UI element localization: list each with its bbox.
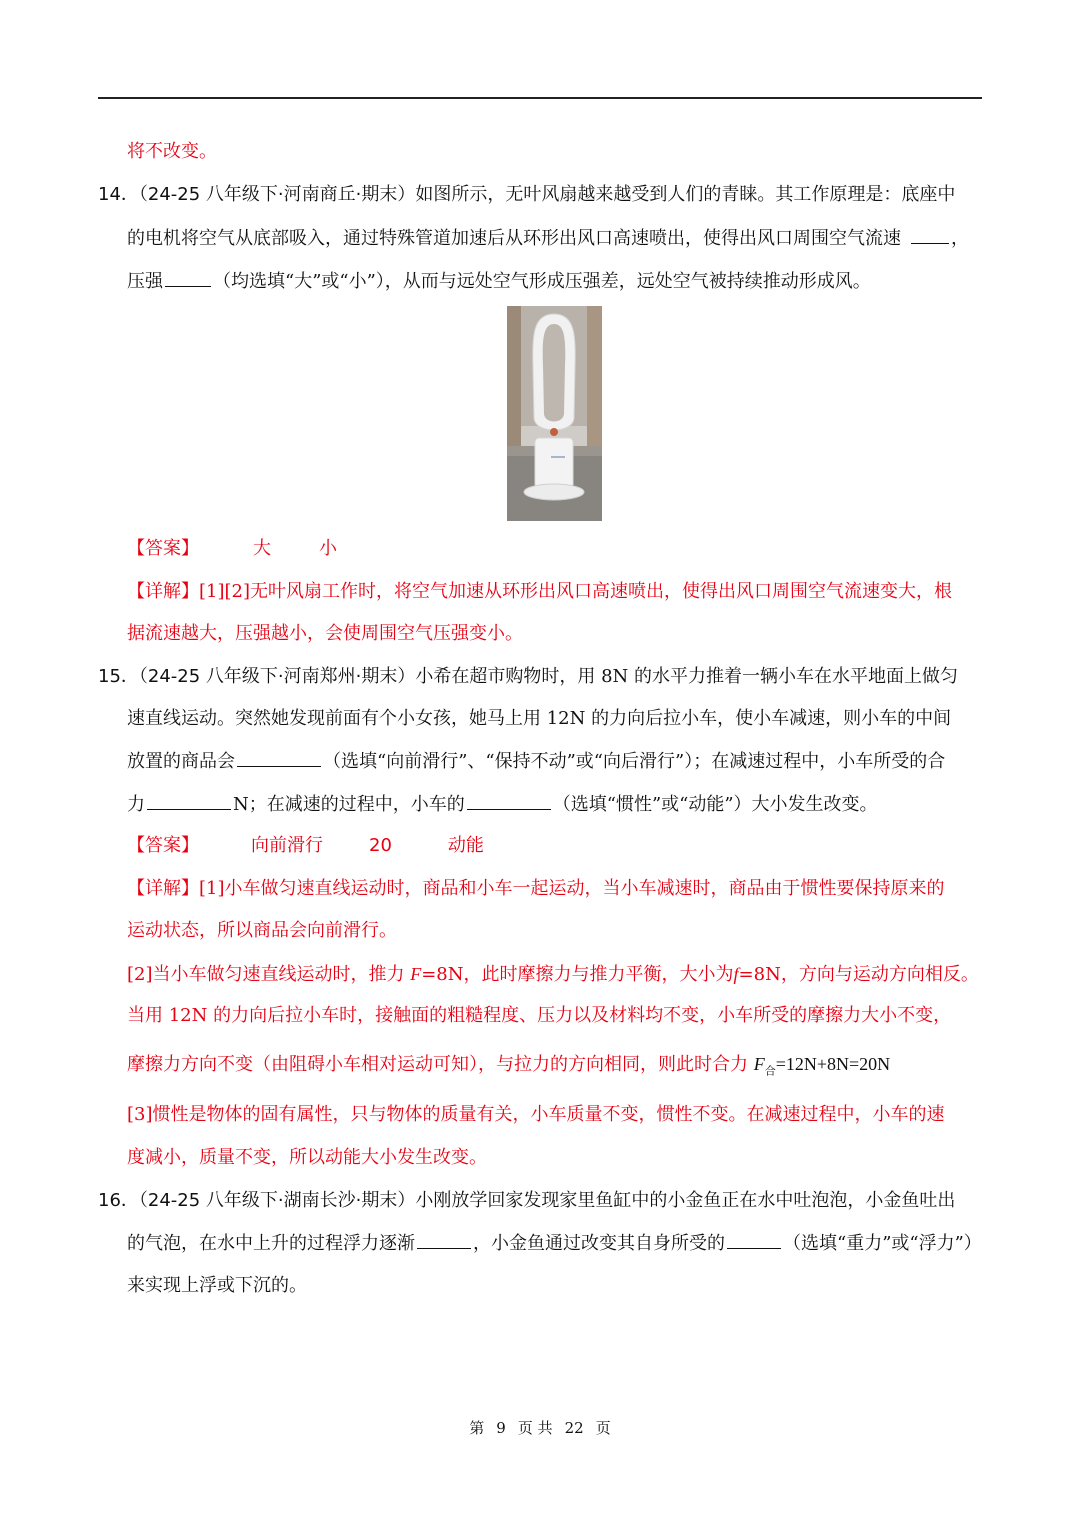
symbol-F: F [753, 1054, 765, 1074]
question-text: ， [951, 228, 969, 249]
detail-14-line-1 [127, 579, 952, 605]
question-text: ，小金鱼通过改变其自身所受的 [473, 1233, 725, 1254]
answer-blank[interactable] [147, 791, 231, 810]
detail-15-line-5 [127, 1051, 890, 1085]
question-14-line-2 [127, 225, 969, 252]
answer-value: 大 [253, 538, 271, 559]
detail-text: [2]当小车做匀速直线运动时，推力 [127, 964, 411, 985]
detail-15-line-4: 当用 12N 的力向后拉小车时，接触面的粗糙程度、压力以及材料均不变，小车所受的摩擦力大小不变， [127, 1005, 952, 1026]
detail-text: 摩擦力方向不变（由阻碍小车相对运动可知），与拉力的方向相同，则此时合力 [127, 1054, 754, 1075]
detail-15-line-2: 运动状态，所以商品会向前滑行。 [127, 920, 397, 941]
detail-15-line-3 [127, 961, 979, 988]
bladeless-fan-image [507, 306, 602, 521]
footer-text: 页 [595, 1419, 611, 1437]
question-text: 的电机将空气从底部吸入，通过特殊管道加速后从环形出风口高速喷出，使得出风口周围空气流速 [127, 228, 901, 249]
answer-blank[interactable] [727, 1230, 781, 1249]
question-14-line-3 [127, 268, 871, 295]
symbol-F: F [410, 964, 422, 984]
question-text: （选填“向前滑行”、“保持不动”或“向后滑行”）；在减速过程中，小车所受的合 [323, 751, 946, 772]
detail-label: 【详解】 [127, 581, 199, 602]
answer-row-15 [127, 833, 484, 859]
answer-label: 【答案】 [127, 538, 199, 559]
question-text: 小希在超市购物时，用 8N 的水平力推着一辆小车在水平地面上做匀 [415, 666, 959, 687]
subscript: 合 [764, 1064, 776, 1078]
answer-label: 【答案】 [127, 835, 199, 856]
question-15-line-1 [98, 664, 958, 690]
detail-text: =8N，方向与运动方向相反。 [738, 964, 979, 985]
detail-label: 【详解】 [127, 878, 199, 899]
question-text: 如图所示，无叶风扇越来越受到人们的青睐。其工作原理是：底座中 [415, 184, 956, 205]
answer-blank[interactable] [911, 225, 949, 244]
question-text: 压强 [127, 271, 163, 292]
question-text: （选填“惯性”或“动能”）大小发生改变。 [552, 794, 878, 815]
footer-text: 第 [469, 1419, 485, 1437]
question-number: 15． [98, 666, 139, 687]
question-16-line-1 [98, 1188, 955, 1214]
detail-14-line-2: 据流速越大，压强越小，会使周围空气压强变小。 [127, 623, 523, 644]
prev-answer-tail: 将不改变。 [127, 141, 217, 162]
detail-text: [1][2]无叶风扇工作时，将空气加速从环形出风口高速喷出，使得出风口周围空气流速变大，根 [199, 581, 952, 602]
question-15-line-3 [127, 748, 945, 775]
detail-15-line-6: [3]惯性是物体的固有属性，只与物体的质量有关，小车质量不变，惯性不变。在减速过程中，小车的速 [127, 1104, 945, 1125]
detail-text: [1]小车做匀速直线运动时，商品和小车一起运动，当小车减速时，商品由于惯性要保持原来的 [199, 878, 945, 899]
question-text: 小刚放学回家发现家里鱼缸中的小金鱼正在水中吐泡泡，小金鱼吐出 [415, 1190, 956, 1211]
question-14-line-1 [98, 182, 955, 208]
symbol-f: f [733, 964, 739, 984]
question-number: 16． [98, 1190, 139, 1211]
page-total: 22 [564, 1419, 584, 1437]
answer-blank[interactable] [417, 1230, 471, 1249]
question-source: （24-25 八年级下·河南商丘·期末） [138, 184, 416, 205]
answer-value: 小 [319, 538, 337, 559]
header-rule [98, 97, 982, 99]
detail-15-line-7: 度减小，质量不变，所以动能大小发生改变。 [127, 1147, 487, 1168]
question-text: N；在减速的过程中，小车的 [233, 794, 465, 815]
question-text: 放置的商品会 [127, 751, 235, 772]
answer-blank[interactable] [467, 791, 551, 810]
question-text: （选填“重力”或“浮力”） [783, 1233, 982, 1254]
answer-value: 动能 [447, 835, 484, 856]
question-number: 14． [98, 184, 139, 205]
question-source: （24-25 八年级下·湖南长沙·期末） [138, 1190, 416, 1211]
question-16-line-2 [127, 1230, 982, 1257]
answer-row-14 [127, 536, 337, 562]
question-text: 力 [127, 794, 145, 815]
answer-blank[interactable] [165, 268, 211, 287]
question-15-line-4 [127, 791, 878, 818]
question-text: （均选填“大”或“小”），从而与远处空气形成压强差，远处空气被持续推动形成风。 [213, 271, 871, 292]
answer-value: 向前滑行 [251, 835, 323, 856]
question-15-line-2: 速直线运动。突然她发现前面有个小女孩，她马上用 12N 的力向后拉小车，使小车减速，则小车的中间 [127, 708, 952, 729]
page-footer [0, 1416, 1080, 1440]
detail-15-line-1 [127, 876, 945, 902]
footer-text: 页 共 [517, 1419, 553, 1437]
answer-value: 20 [369, 835, 392, 856]
page-number: 9 [496, 1419, 506, 1437]
answer-blank[interactable] [237, 748, 321, 767]
formula-value: =12N+8N=20N [775, 1054, 891, 1074]
question-text: 的气泡，在水中上升的过程浮力逐渐 [127, 1233, 415, 1254]
question-16-line-3: 来实现上浮或下沉的。 [127, 1275, 307, 1296]
formula [753, 1054, 891, 1078]
detail-text: =8N，此时摩擦力与推力平衡，大小为 [421, 964, 734, 985]
question-source: （24-25 八年级下·河南郑州·期末） [138, 666, 416, 687]
